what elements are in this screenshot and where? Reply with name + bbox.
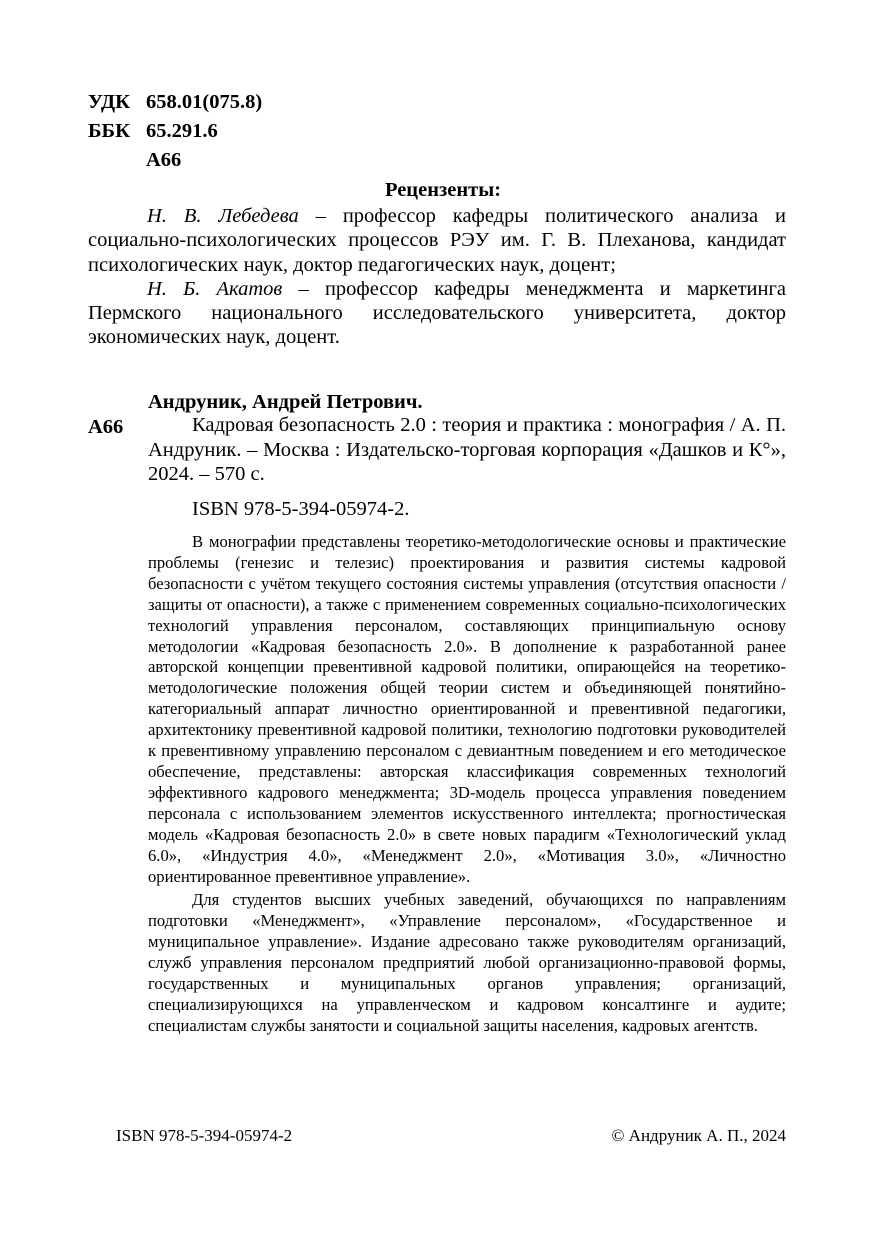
- footer-copyright: © Андруник А. П., 2024: [611, 1126, 786, 1145]
- author-heading: Андруник, Андрей Петрович.: [148, 391, 423, 413]
- annotation-paragraph-1: В монографии представлены теоретико-методологические основы и практические проблемы (генезис и телезис) проектирования и развития системы кадровой безопасности с учётом текущего состояния системы управления (отсутствия опасности / защиты от опасности), а также с применением современных социально-психологических технологий управления персоналом, составляющих принципиальную основу методологии «Кадровая безопасность 2.0». В дополнение к разработанной ранее авторской концепции превентивной кадровой политики, опирающейся на теоретико-методологические положения общей теории систем и объединяющей понятийно-категориальный аппарат личностно ориентированной и превентивной педагогики, архитектонику превентивной кадровой политики, технологию подготовки руководителей к превентивному управлению персоналом с девиантным поведением и его методическое обеспечение, представлены: авторская классификация современных технологий эффективного кадрового менеджмента; 3D-модель процесса управления поведением персонала с использованием элементов искусственного интеллекта; прогностическая модель «Кадровая безопасность 2.0» в свете новых парадигм «Технологический уклад 6.0», «Индустрия 4.0», «Менеджмент 2.0», «Мотивация 3.0», «Личностно ориентированное превентивное управление».: [148, 532, 786, 886]
- isbn-line: ISBN 978-5-394-05974-2.: [192, 498, 410, 520]
- reviewer-2: [88, 277, 786, 350]
- annotation-paragraph-2: Для студентов высших учебных заведений, обучающихся по направлениям подготовки «Менеджмент», «Управление персоналом», «Государственное и муниципальное управление». Издание адресовано также руководителям организаций, служб управления персоналом предприятий любой организационно-правовой формы, государственных и муниципальных органов управления; организаций, специализирующихся на управленческом и кадровом консалтинге и аудите; специалистам службы занятости и социальной защиты населения, кадровых агентств.: [148, 890, 786, 1035]
- reviewer-1-name: Н. В. Лебедева: [147, 205, 299, 228]
- reviewers-section: [88, 178, 786, 349]
- udk-code: [88, 90, 262, 114]
- reviewer-2-name: Н. Б. Акатов: [147, 277, 283, 300]
- udk-label: УДК: [88, 91, 130, 113]
- bbk-label: ББК: [88, 120, 130, 142]
- reviewer-2-text: – профессор кафедры менеджмента и маркетинга Пермского национального исследовательского университета, доктор экономических наук, доцент.: [88, 277, 786, 349]
- annotation: [148, 532, 786, 1040]
- reviewer-1-text: – профессор кафедры политического анализа и социально-психологических процессов РЭУ им. Г. В. Плеханова, кандидат психологических наук, доктор педагогических наук, доцент;: [88, 205, 786, 276]
- footer-isbn: ISBN 978-5-394-05974-2: [116, 1126, 293, 1145]
- reviewer-1: [88, 204, 786, 277]
- reviewers-title: Рецензенты:: [384, 179, 502, 201]
- bibliographic-description: Кадровая безопасность 2.0 : теория и практика : монография / А. П. Андруник. – Москва : Издательско-торговая корпорация «Дашков и К°», 2024. – 570 с.: [148, 414, 786, 485]
- udk-value: 658.01(075.8): [146, 91, 263, 113]
- bbk-value: 65.291.6: [146, 120, 218, 142]
- bbk-code: [88, 119, 218, 143]
- author-sign: А66: [146, 149, 182, 171]
- catalog-code: А66: [88, 416, 124, 438]
